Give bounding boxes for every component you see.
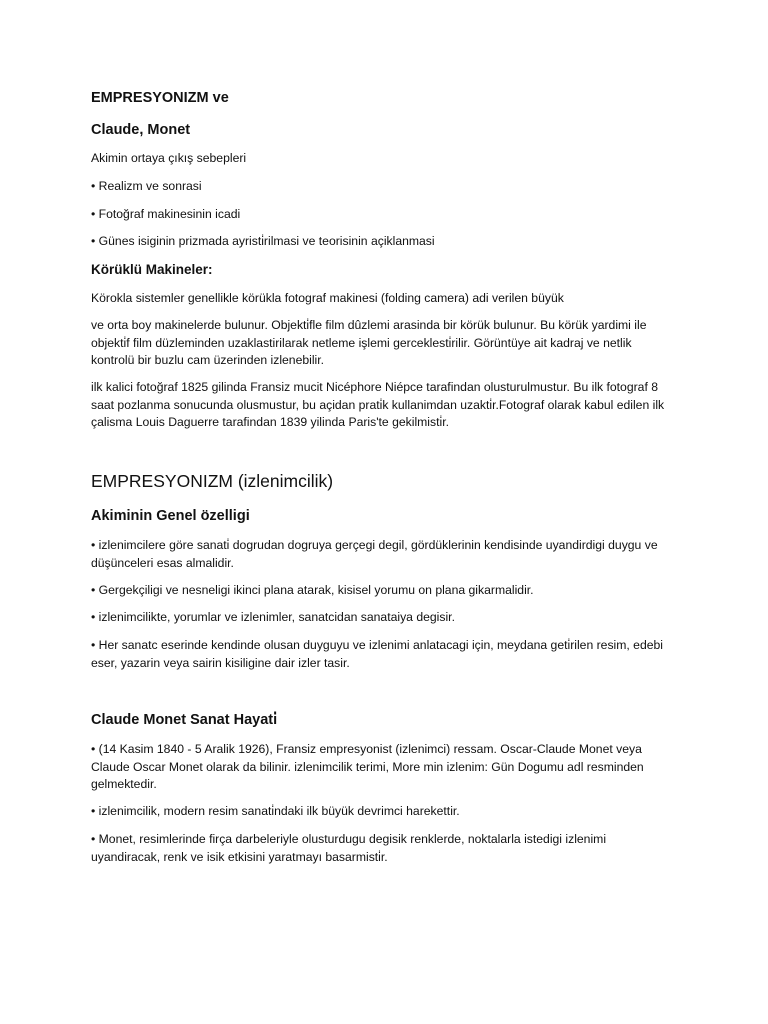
section1-bullet-2: • Fotoğraf makinesinin icadi bbox=[91, 206, 691, 224]
section1-title-line2: Claude, Monet bbox=[91, 122, 191, 138]
section2-bullet-1: • izlenimcilere göre sanati̇ dogrudan dogruya gerçegi degil, gördüklerinin kendisinde uyandirdigi duygu ve düşünceleri esas almalidir. bbox=[91, 537, 676, 572]
section3-bullet-2: • izlenimcilik, modern resim sanati̇ndaki ilk büyük devrimci harekettir. bbox=[91, 803, 691, 821]
section1-para-3: ilk kalici fotoğraf 1825 gilinda Fransiz mucit Nicéphore Niépce tarafindan olusturulmustur. Bu ilk fotograf 8 saat pozlanma sonucunda olusmustur, bu açidan prati̇k kullanimdan uzakti̇r.Fotograf olarak kabul edilen ilk çalisma Louis Daguerre tarafindan 1839 yilinda Paris'te gekilmisti̇r. bbox=[91, 380, 665, 429]
section1-intro: Akimin ortaya çıkış sebepleri bbox=[91, 151, 247, 165]
section1-bullet-3: • Günes isiginin prizmada ayristi̇rilmasi ve teorisinin açiklanmasi bbox=[91, 233, 691, 251]
section1-title-line1: EMPRESYONIZM ve bbox=[91, 90, 229, 106]
section2-bullet-3: • izlenimcilikte, yorumlar ve izlenimler, sanatcidan sanataiya degisir. bbox=[91, 609, 691, 627]
section1-para-1: Körokla sistemler genellikle körükla fotograf makinesi (folding camera) adi verilen büyük bbox=[91, 291, 564, 305]
section2-bullet-2: • Gergekçiligi ve nesneligi ikinci plana atarak, kisisel yorumu on plana gikarmalidir. bbox=[91, 582, 691, 600]
section2-bullet-4: • Her sanatc eserinde kendinde olusan duyguyu ve izlenimi anlatacagi için, meydana geti̇rilen resim, edebi eser, yazarin veya sairin kisiligine dair izler tasir. bbox=[91, 637, 676, 672]
section1-bullet-1: • Realizm ve sonrasi bbox=[91, 178, 691, 196]
section1-para-2: ve orta boy makinelerde bulunur. Objekti̇fle film dûzlemi arasinda bir körük bulunur. Bu körük yardimi ile objekti̇f film düzleminden uzaklastirilarak netleme işlemi gerceklesti̇rilir. Görüntüye ait kadraj ve netlik kontrolü bir buzlu cam üzerinden izlenebilir. bbox=[91, 318, 647, 367]
section2-title: EMPRESYONIZM (izlenimcilik) bbox=[91, 471, 334, 491]
section3-bullet-3: • Monet, resimlerinde firça darbeleriyle olusturdugu degisik renklerde, noktalarla istedigi izlenimi uyandiracak, renk ve isik etkisini yaratmayı basarmisti̇r. bbox=[91, 831, 676, 866]
section3-title: Claude Monet Sanat Hayati̇ bbox=[91, 712, 278, 728]
section3-bullet-1: • (14 Kasim 1840 - 5 Aralik 1926), Fransiz empresyonist (izlenimci) ressam. Oscar-Claude Monet veya Claude Oscar Monet olarak da bilinir. izlenimcilik terimi, More min izlenim: Gün Dogumu adl resminden gelmektedir. bbox=[91, 741, 676, 794]
section2-subheading: Akiminin Genel özelligi bbox=[91, 508, 250, 524]
section1-subheading: Körüklü Makineler: bbox=[91, 262, 213, 277]
